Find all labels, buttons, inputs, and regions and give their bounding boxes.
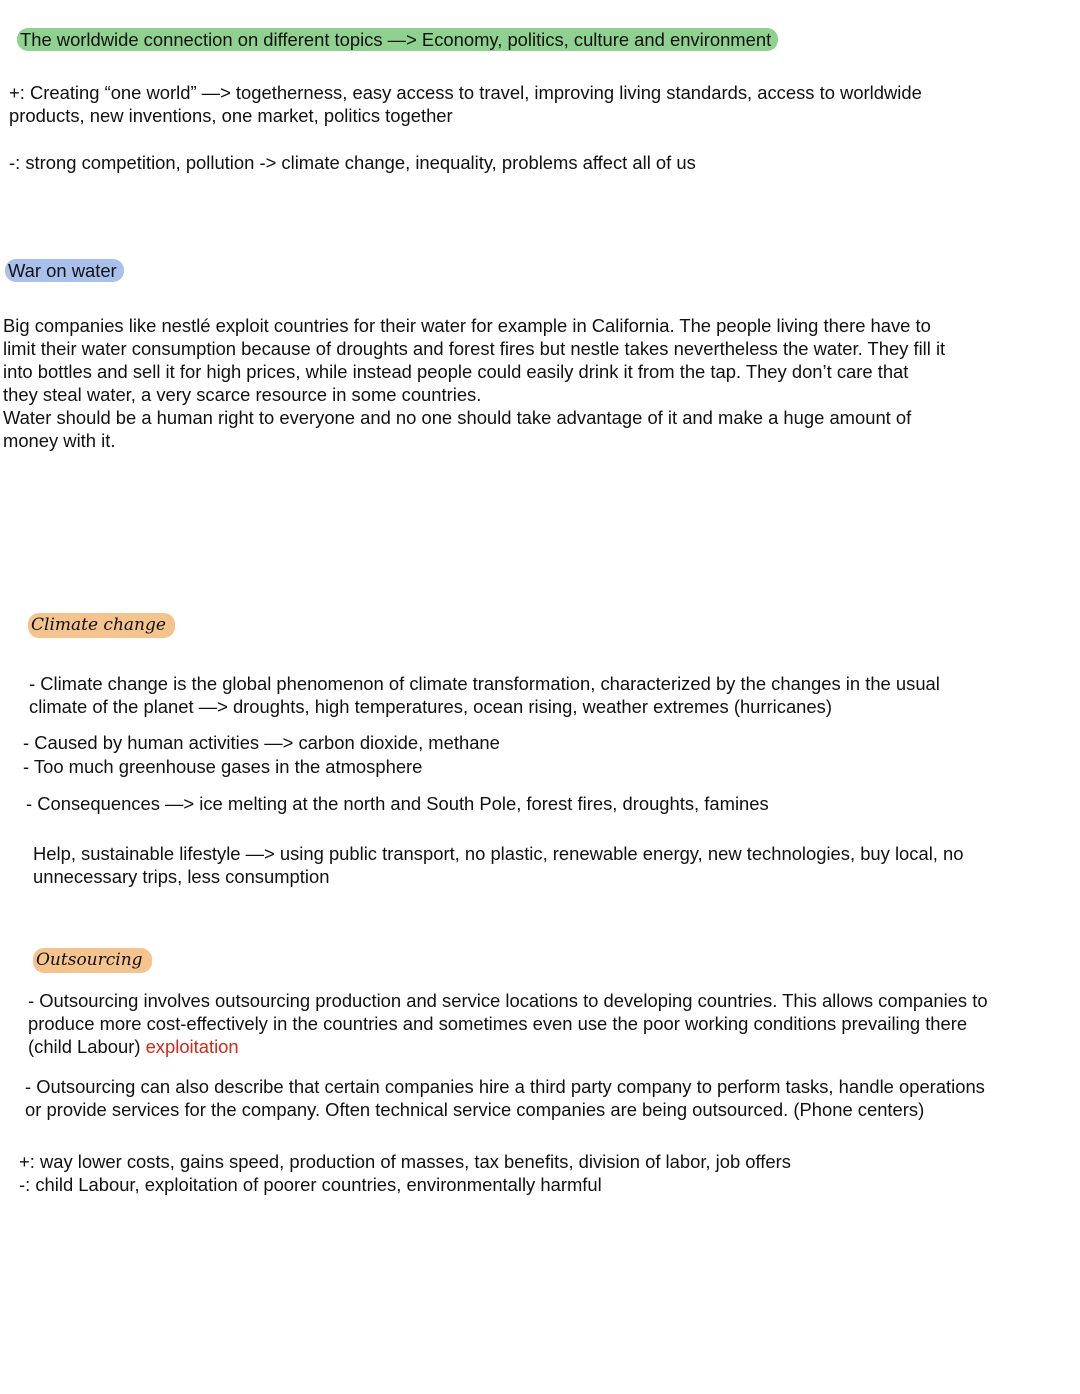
war-on-water-line-4: they steal water, a very scarce resource in some countries. [3,384,482,405]
climate-definition-line-2: climate of the planet —> droughts, high temperatures, ocean rising, weather extremes (hurricanes) [29,696,832,717]
outsourcing-definition-line-3 [28,1035,239,1058]
war-on-water-line-2: limit their water consumption because of droughts and forest fires but nestle takes nevertheless the water. They fill it [3,338,946,359]
exploitation-keyword: exploitation [145,1036,239,1057]
war-on-water-line-5: Water should be a human right to everyone and no one should take advantage of it and make a huge amount of [3,407,912,428]
climate-help-line-1: Help, sustainable lifestyle —> using public transport, no plastic, renewable energy, new technologies, buy local, no [33,843,964,864]
outsourcing-definition-text: (child Labour) [28,1036,141,1057]
climate-cause-line-1: - Caused by human activities —> carbon dioxide, methane [23,732,500,753]
outsourcing-services-line-2: or provide services for the company. Often technical service companies are being outsourced. (Phone centers) [25,1099,925,1120]
outsourcing-cons: -: child Labour, exploitation of poorer countries, environmentally harmful [19,1174,602,1195]
globalization-cons: -: strong competition, pollution -> climate change, inequality, problems affect all of us [9,152,696,173]
outsourcing-pros: +: way lower costs, gains speed, production of masses, tax benefits, division of labor, job offers [19,1151,791,1172]
outsourcing-definition-line-1: - Outsourcing involves outsourcing production and service locations to developing countries. This allows companies to [28,990,988,1011]
globalization-pros-line-1: +: Creating “one world” —> togetherness, easy access to travel, improving living standards, access to worldwide [9,82,922,103]
war-on-water-line-3: into bottles and sell it for high prices, while instead people could easily drink it from the tap. They don’t care that [3,361,909,382]
climate-change-heading: Climate change [28,613,175,638]
war-on-water-line-6: money with it. [3,430,116,451]
globalization-heading: The worldwide connection on different topics —> Economy, politics, culture and environment [17,28,778,51]
outsourcing-services-line-1: - Outsourcing can also describe that certain companies hire a third party company to perform tasks, handle operations [25,1076,985,1097]
war-on-water-line-1: Big companies like nestlé exploit countries for their water for example in California. The people living there have to [3,315,931,336]
climate-help-line-2: unnecessary trips, less consumption [33,866,330,887]
climate-definition-line-1: - Climate change is the global phenomenon of climate transformation, characterized by the changes in the usual [29,673,940,694]
war-on-water-heading: War on water [5,259,124,282]
climate-consequences: - Consequences —> ice melting at the north and South Pole, forest fires, droughts, famines [26,793,769,814]
outsourcing-heading: Outsourcing [33,948,152,973]
climate-cause-line-2: - Too much greenhouse gases in the atmosphere [23,756,423,777]
globalization-pros-line-2: products, new inventions, one market, politics together [9,105,453,126]
outsourcing-definition-line-2: produce more cost-effectively in the countries and sometimes even use the poor working conditions prevailing there [28,1013,968,1034]
